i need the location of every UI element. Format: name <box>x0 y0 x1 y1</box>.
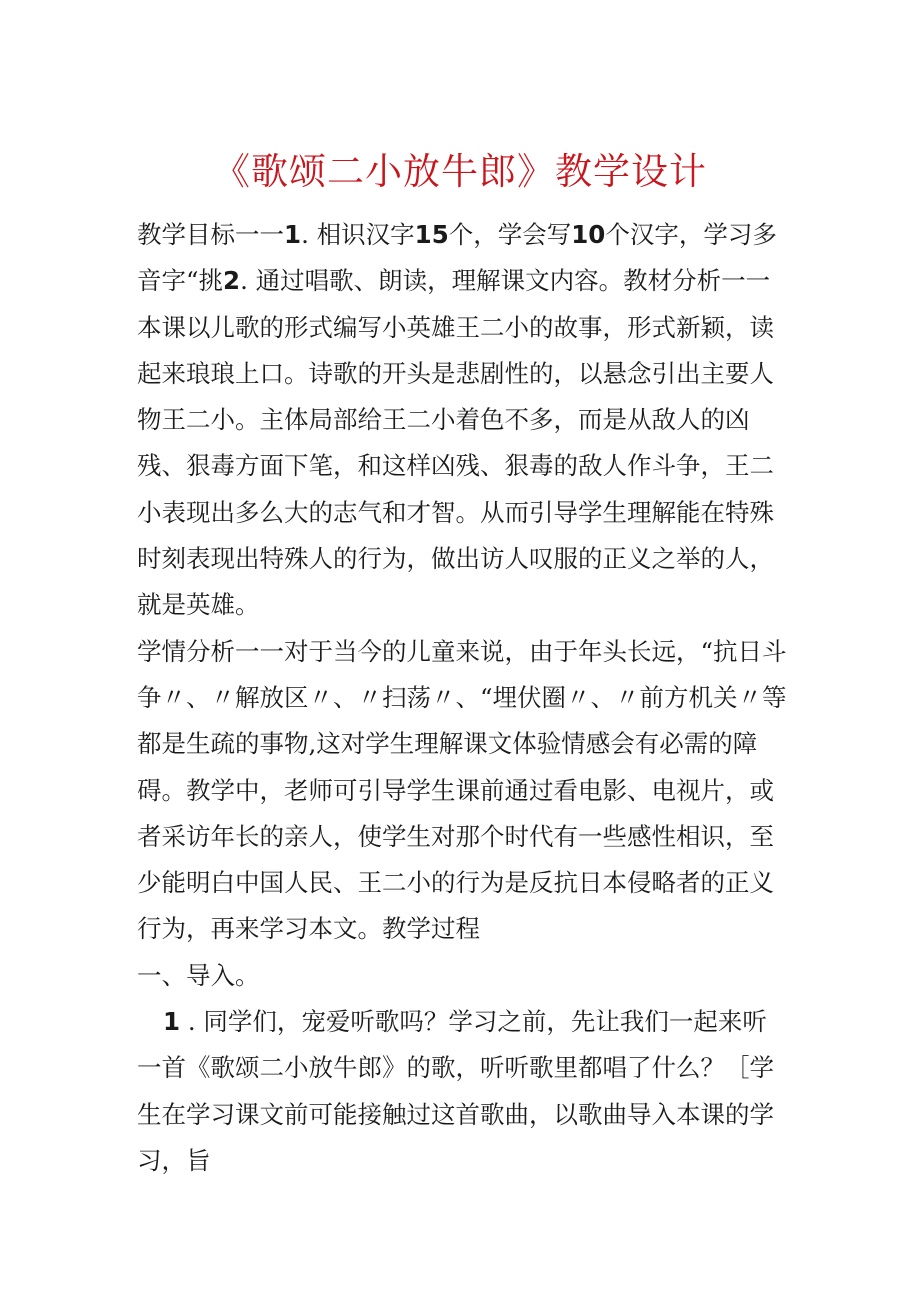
paragraph-teaching-goals <box>137 212 787 629</box>
number-segment: 15 <box>414 220 449 249</box>
document-body <box>137 212 787 1184</box>
text-segment: . 相识汉字 <box>301 220 415 249</box>
document-title: 《歌颂二小放牛郎》教学设计 <box>213 150 707 193</box>
section-heading-intro: 一、导入。 <box>137 960 260 990</box>
paragraph-intro-step-1 <box>137 999 787 1184</box>
text-segment: 教学目标一一 <box>137 220 284 249</box>
text-segment: 个，学会写 <box>448 220 572 249</box>
number-segment: 2 <box>223 266 241 296</box>
number-segment: 10 <box>571 220 606 249</box>
text-segment: . 通过唱歌、朗读，理解课文内容。教材分析一一本课以儿歌的形式编写小英雄王二小的故事，形式新颖，读起来琅琅上口。诗歌的开头是悲剧性的，以悬念引出主要人物王二小。主体局部给王二小着色不多，而是从敌人的凶残、狠毒方面下笔，和这样凶残、狠毒的敌人作斗争，王二小表现出多么大的志气和才智。从而引导学生理解能在特殊时刻表现出特殊人的行为，做出访人叹服的正义之举的人，就是英雄。 <box>137 266 774 620</box>
paragraph-student-analysis: 学情分析一一对于当今的儿童来说，由于年头长远，“抗日斗争〃、〃解放区〃、〃扫荡〃、“埋伏圈〃、〃前方机关〃等都是生疏的事物,这对学生理解课文体验情感会有必需的障碍。教学中，老师可引导学生课前通过看电影、电视片，或者采访年长的亲人，使学生对那个时代有一些感性相识，至少能明白中国人民、王二小的行为是反抗日本侵略者的正义行为，再来学习本文。教学过程 <box>137 636 787 944</box>
number-segment: 1 <box>163 1007 181 1037</box>
text-segment: . 同学们，宠爱听歌吗？学习之前，先让我们一起来听一首《歌颂二小放牛郎》的歌，听听歌里都唱了什么？［学生在学习课文前可能接触过这首歌曲，以歌曲导入本课的学习，旨 <box>137 1007 774 1175</box>
text-segment: 个汉字，学习多音字“挑 <box>137 220 777 296</box>
number-segment: 1 <box>284 220 302 249</box>
